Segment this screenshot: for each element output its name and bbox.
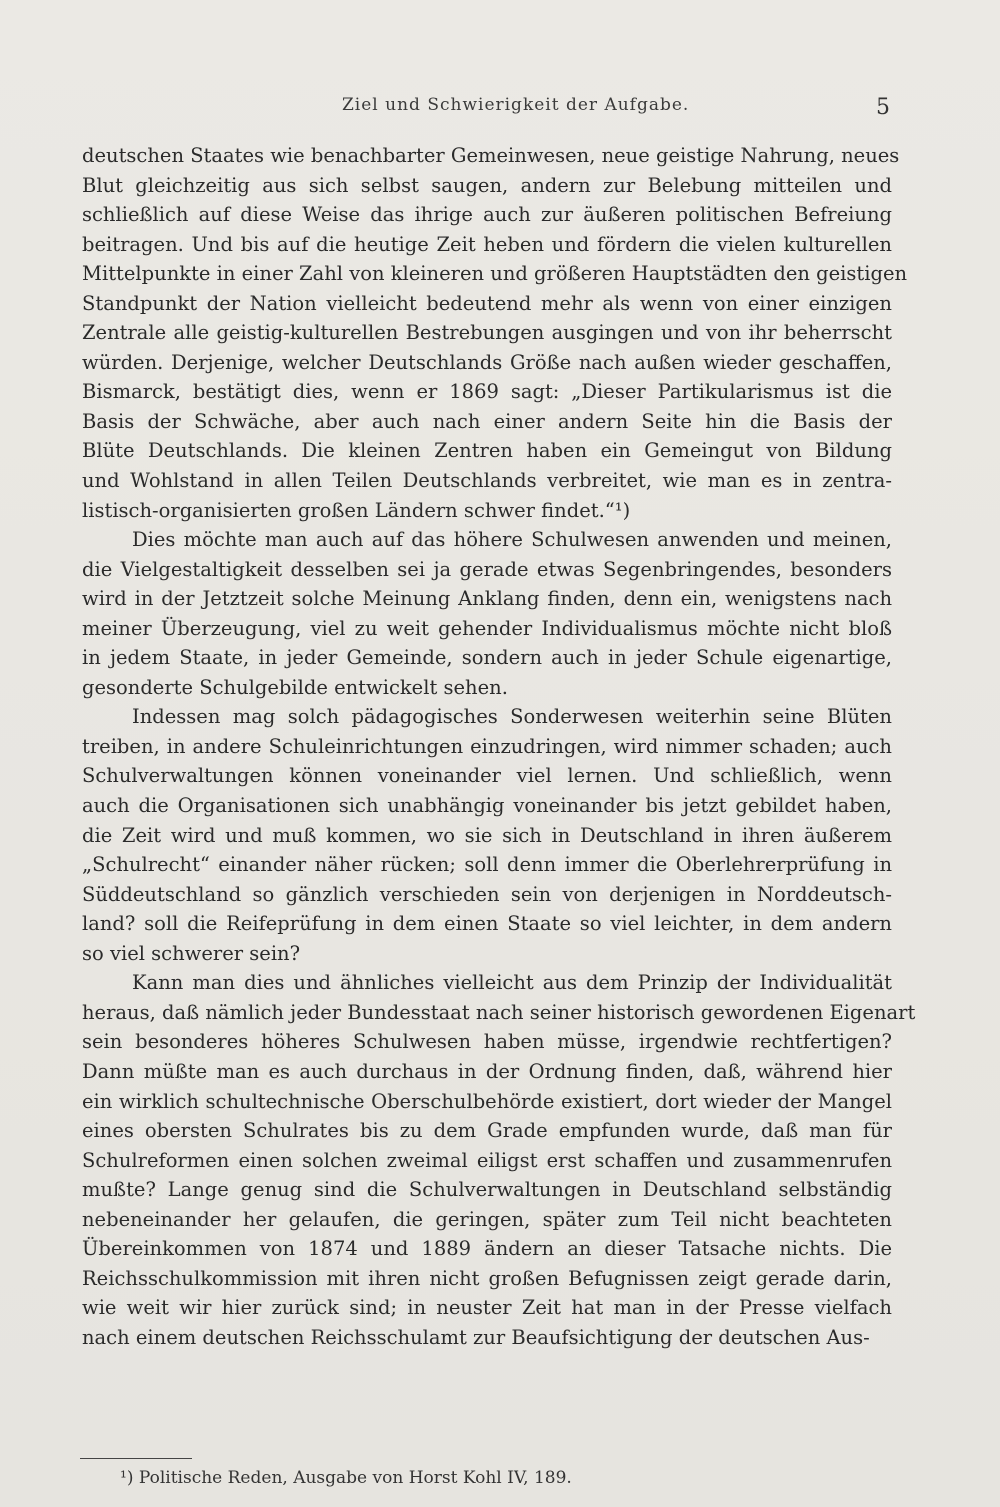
- text-line: so viel schwerer sein?: [82, 941, 301, 965]
- text-line: wie weit wir hier zurück sind; in neuster Zeit hat man in der Presse vielfach: [82, 1296, 892, 1320]
- text-line: Übereinkommen von 1874 und 1889 ändern an dieser Tatsache nichts. Die: [82, 1237, 892, 1261]
- text-line: listisch-organisierten großen Ländern schwer findet.“¹): [82, 498, 631, 522]
- text-line: Blüte Deutschlands. Die kleinen Zentren haben ein Gemeingut von Bildung: [82, 439, 892, 463]
- text-line: in jedem Staate, in jeder Gemeinde, sondern auch in jeder Schule eigenartige,: [82, 646, 892, 670]
- paragraph: [82, 968, 916, 1352]
- text-line: Basis der Schwäche, aber auch nach einer andern Seite hin die Basis der: [82, 409, 892, 433]
- footnote-rule: [80, 1458, 192, 1459]
- text-line: Kann man dies und ähnliches vielleicht aus dem Prinzip der Individualität: [132, 971, 892, 995]
- text-line: nebeneinander her gelaufen, die geringen, später zum Teil nicht beachteten: [82, 1207, 892, 1231]
- text-line: beitragen. Und bis auf die heutige Zeit heben und fördern die vielen kulturellen: [82, 232, 892, 256]
- text-line: „Schulrecht“ einander näher rücken; soll denn immer die Oberlehrerprüfung in: [82, 853, 892, 877]
- text-line: Bismarck, bestätigt dies, wenn er 1869 sagt: „Dieser Partikularismus ist die: [82, 380, 892, 404]
- text-line: Mittelpunkte in einer Zahl von kleineren und größeren Hauptstädten den geistigen: [82, 262, 908, 286]
- text-line: auch die Organisationen sich unabhängig voneinander bis jetzt gebildet haben,: [82, 794, 892, 818]
- text-line: Standpunkt der Nation vielleicht bedeutend mehr als wenn von einer einzigen: [82, 291, 892, 315]
- text-line: Schulverwaltungen können voneinander viel lernen. Und schließlich, wenn: [82, 764, 892, 788]
- text-line: Zentrale alle geistig-kulturellen Bestrebungen ausgingen und von ihr beherrscht: [82, 321, 892, 345]
- text-line: und Wohlstand in allen Teilen Deutschlands verbreitet, wie man es in zentra-: [82, 469, 892, 493]
- text-line: meiner Überzeugung, viel zu weit gehender Individualismus möchte nicht bloß: [82, 616, 892, 640]
- text-line: die Vielgestaltigkeit desselben sei ja gerade etwas Segenbringendes, besonders: [82, 557, 892, 581]
- text-line: Indessen mag solch pädagogisches Sonderwesen weiterhin seine Blüten: [132, 705, 892, 729]
- text-line: Reichsschulkommission mit ihren nicht großen Befugnissen zeigt gerade darin,: [82, 1266, 892, 1290]
- text-line: Blut gleichzeitig aus sich selbst saugen, andern zur Belebung mitteilen und: [82, 173, 892, 197]
- paragraph: [82, 702, 892, 968]
- text-line: sein besonderes höheres Schulwesen haben müsse, irgendwie rechtfertigen?: [82, 1030, 892, 1054]
- body-text: [82, 141, 916, 1352]
- text-line: ein wirklich schultechnische Oberschulbehörde existiert, dort wieder der Mangel: [82, 1089, 892, 1113]
- text-line: deutschen Staates wie benachbarter Gemeinwesen, neue geistige Nahrung, neues: [82, 144, 900, 167]
- text-line: mußte? Lange genug sind die Schulverwaltungen in Deutschland selbständig: [82, 1178, 892, 1202]
- text-line: schließlich auf diese Weise das ihrige auch zur äußeren politischen Befreiung: [82, 203, 892, 227]
- text-line: heraus, daß nämlich jeder Bundesstaat nach seiner historisch gewordenen Eigenart: [82, 1000, 916, 1024]
- text-line: würden. Derjenige, welcher Deutschlands Größe nach außen wieder geschaffen,: [82, 350, 892, 374]
- text-line: Süddeutschland so gänzlich verschieden sein von derjenigen in Norddeutsch-: [82, 882, 892, 906]
- text-line: Dies möchte man auch auf das höhere Schulwesen anwenden und meinen,: [132, 528, 892, 552]
- page-number: 5: [876, 95, 890, 120]
- text-line: nach einem deutschen Reichsschulamt zur Beaufsichtigung der deutschen Aus-: [82, 1325, 870, 1349]
- footnote: ¹) Politische Reden, Ausgabe von Horst Kohl IV, 189.: [120, 1468, 572, 1488]
- text-line: Dann müßte man es auch durchaus in der Ordnung finden, daß, während hier: [82, 1059, 892, 1083]
- text-line: gesonderte Schulgebilde entwickelt sehen.: [82, 675, 508, 699]
- text-line: Schulreformen einen solchen zweimal eiligst erst schaffen und zusammenrufen: [82, 1148, 892, 1172]
- text-line: eines obersten Schulrates bis zu dem Grade empfunden wurde, daß man für: [82, 1119, 892, 1143]
- text-line: treiben, in andere Schuleinrichtungen einzudringen, wird nimmer schaden; auch: [82, 734, 892, 758]
- paragraph: [82, 525, 892, 702]
- page-header: [0, 95, 1000, 125]
- text-line: wird in der Jetztzeit solche Meinung Anklang finden, denn ein, wenigstens nach: [82, 587, 892, 611]
- running-head: Ziel und Schwierigkeit der Aufgabe.: [342, 95, 690, 115]
- text-line: land? soll die Reifeprüfung in dem einen Staate so viel leichter, in dem andern: [82, 912, 892, 936]
- text-line: die Zeit wird und muß kommen, wo sie sich in Deutschland in ihren äußerem: [82, 823, 892, 847]
- paragraph: [82, 141, 908, 525]
